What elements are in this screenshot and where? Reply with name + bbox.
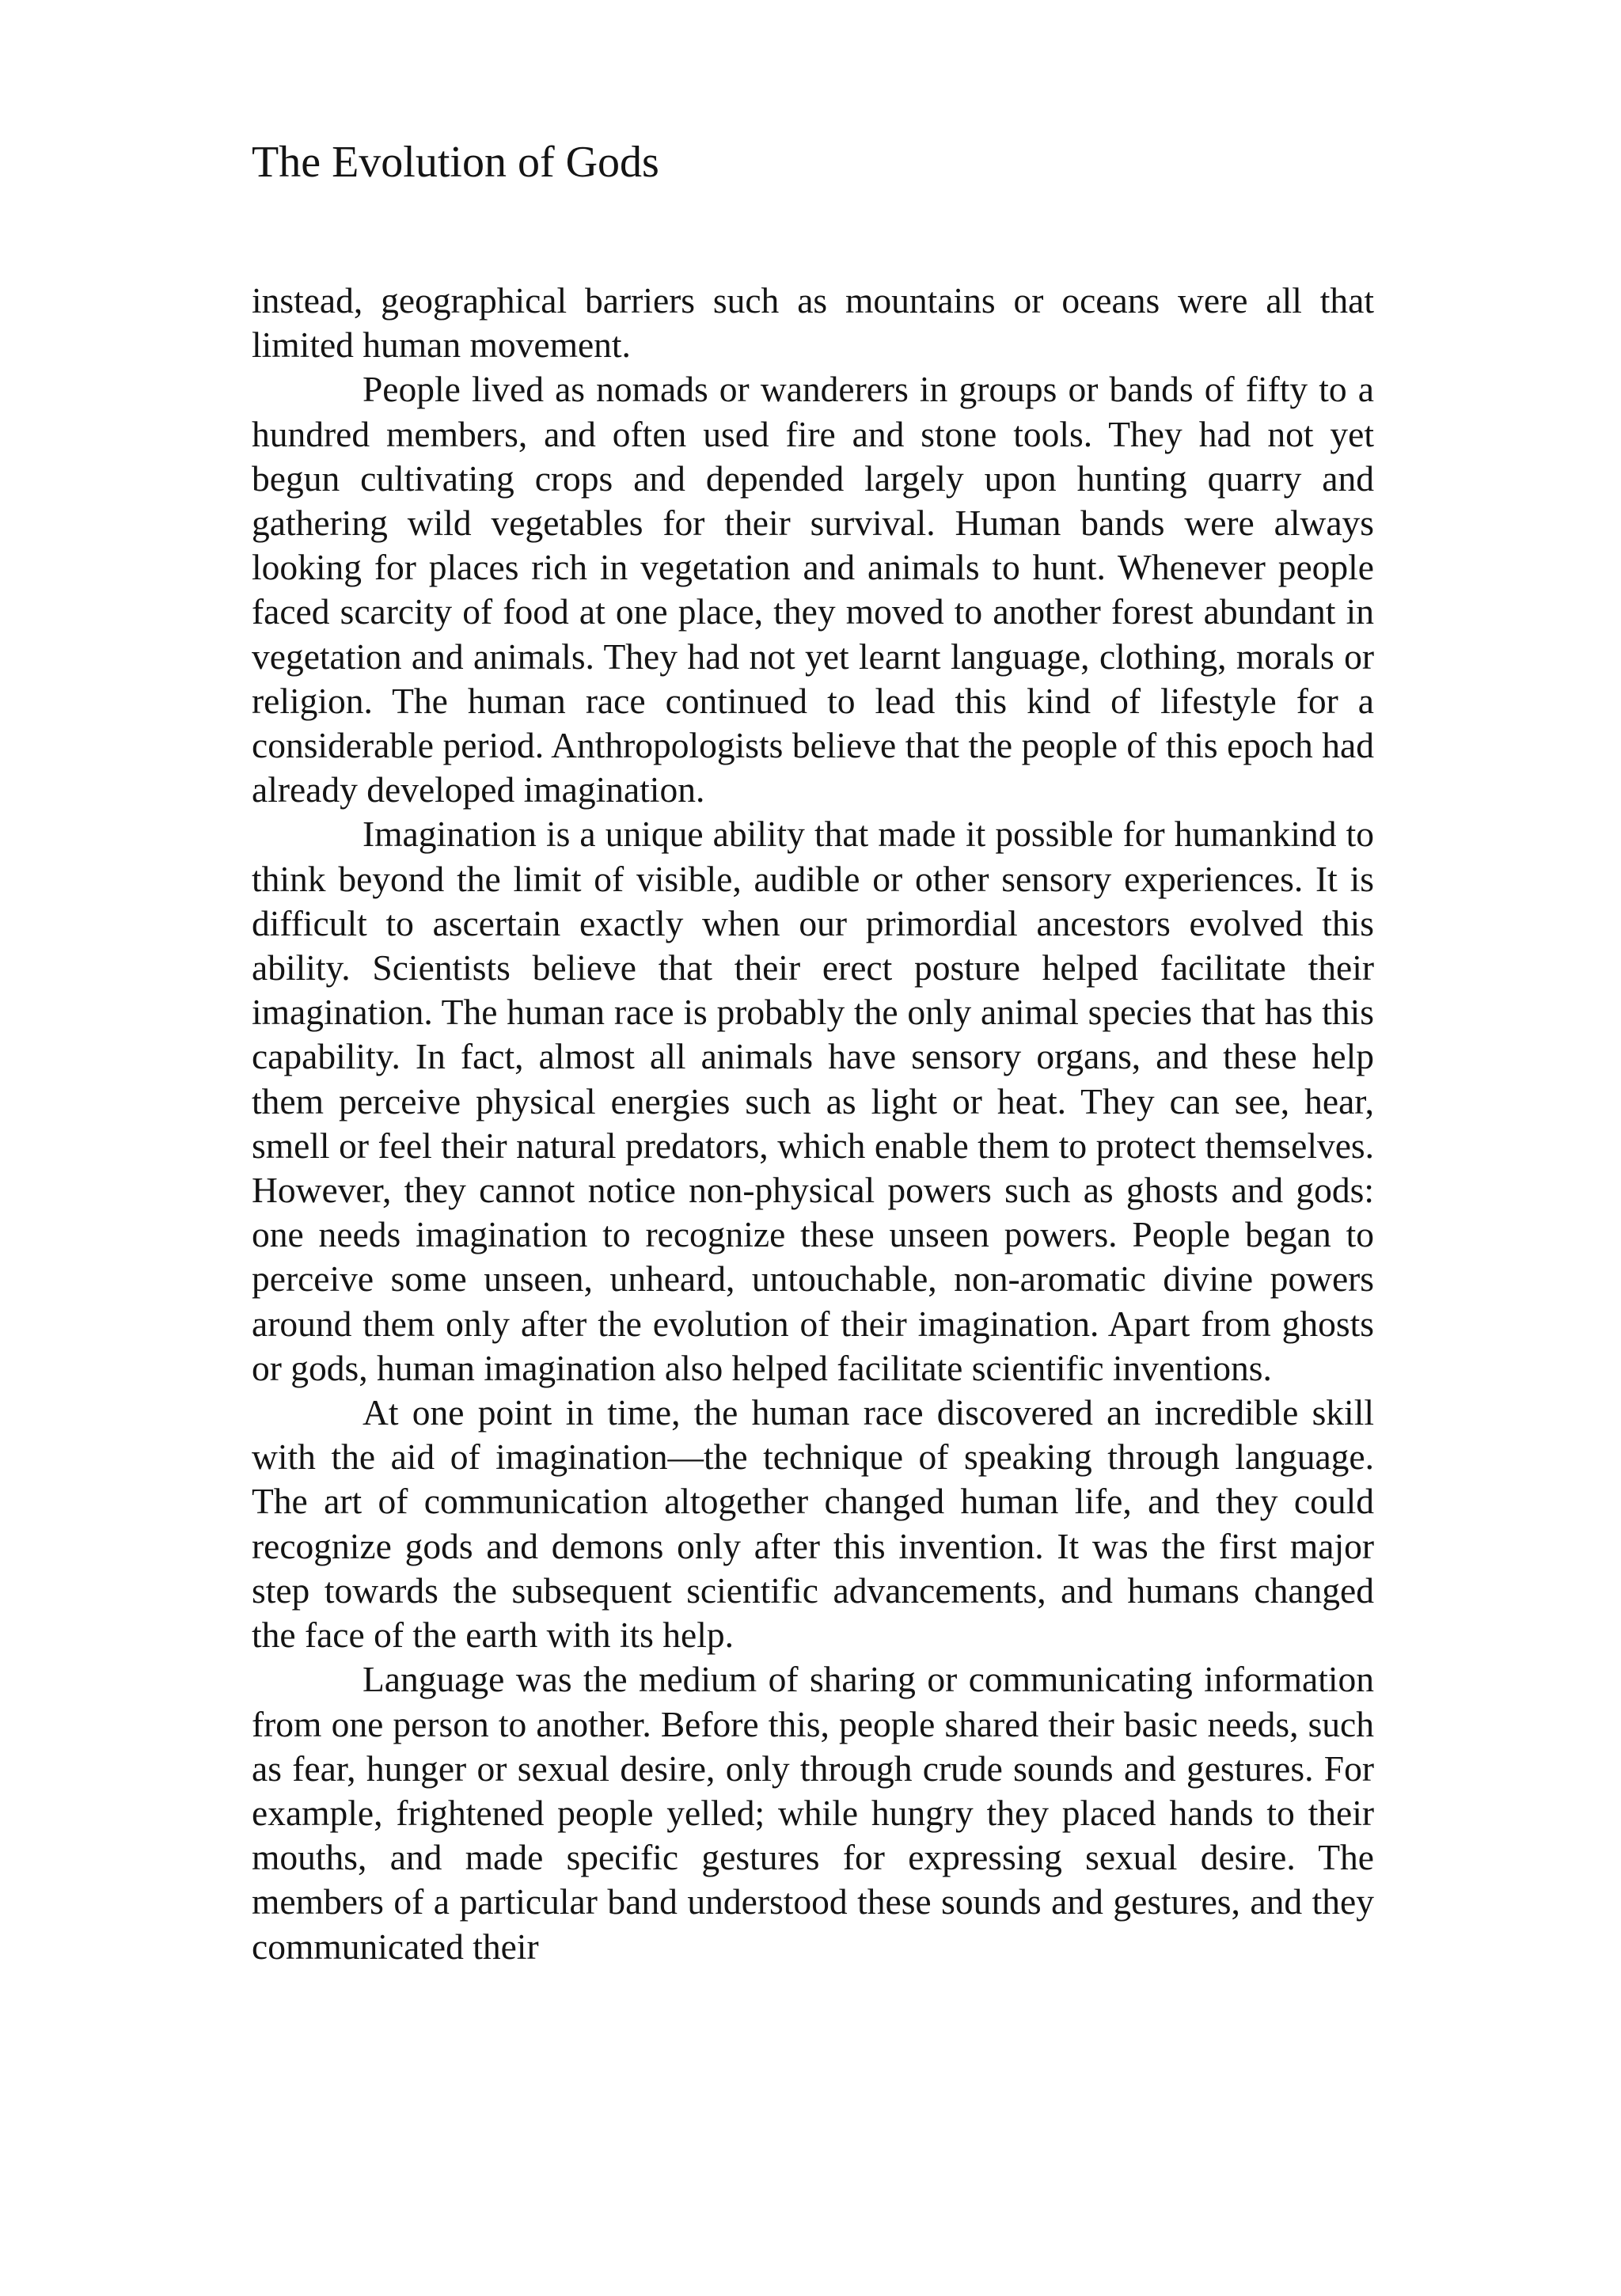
paragraph: People lived as nomads or wanderers in groups or bands of fifty to a hundred members, and often used fire and stone tools. They had not yet begun cultivating crops and depended largely upon hunting quarry and gathering wild vegetables for their survival. Human bands were always looking for places rich in vegetation and animals to hunt. Whenever people faced scarcity of food at one place, they moved to another forest abundant in vegetation and animals. They had not yet learnt language, clothing, morals or religion. The human race continued to lead this kind of lifestyle for a considerable period. Anthropologists believe that the people of this epoch had already developed imagination. bbox=[252, 369, 1374, 810]
paragraph: instead, geographical barriers such as mountains or oceans were all that limited human movement. bbox=[252, 280, 1374, 366]
running-head: The Evolution of Gods bbox=[252, 138, 659, 187]
paragraph: Imagination is a unique ability that made it possible for humankind to think beyond the limit of visible, audible or other sensory experiences. It is difficult to ascertain exactly when our primordial ancestors evolved this ability. Scientists believe that their erect posture helped facilitate their imagination. The human race is probably the only animal species that has this capability. In fact, almost all animals have sensory organs, and these help them perceive physical energies such as light or heat. They can see, hear, smell or feel their natural predators, which enable them to protect themselves. However, they cannot notice non-physical powers such as ghosts and gods: one needs imagination to recognize these unseen powers. People began to perceive some unseen, unheard, untouchable, non-aromatic divine powers around them only after the evolution of their imagination. Apart from ghosts or gods, human imagination also helped facilitate scientific inventions. bbox=[252, 814, 1374, 1388]
body-text bbox=[252, 279, 1374, 1969]
paragraph: Language was the medium of sharing or communicating information from one person to another. Before this, people shared their basic needs, such as fear, hunger or sexual desire, only through crude sounds and gestures. For example, frightened people yelled; while hungry they placed hands to their mouths, and made specific gestures for expressing sexual desire. The members of a particular band understood these sounds and gestures, and they communicated their bbox=[252, 1659, 1374, 1967]
paragraph: At one point in time, the human race discovered an incredible skill with the aid of imagination—the technique of speaking through language. The art of communication altogether changed human life, and they could recognize gods and demons only after this invention. It was the first major step towards the subsequent scientific advancements, and humans changed the face of the earth with its help. bbox=[252, 1392, 1374, 1656]
